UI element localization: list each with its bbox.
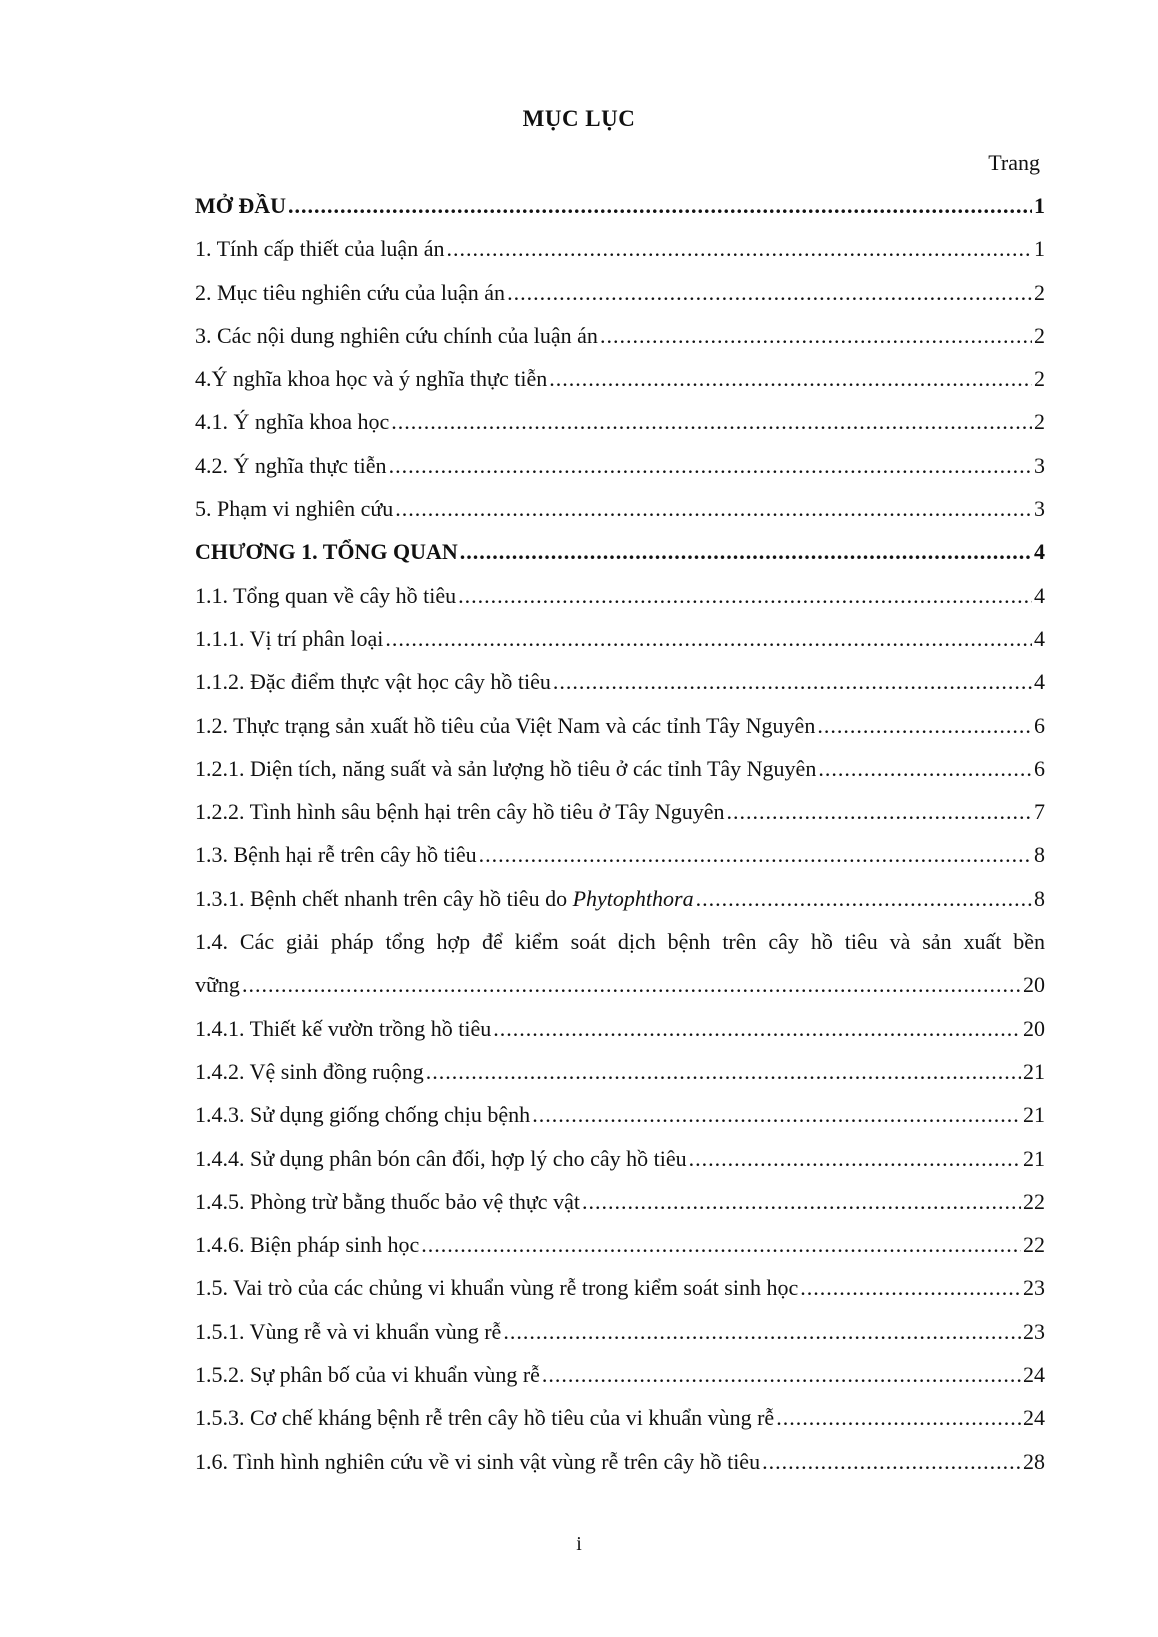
toc-entry-text: 1.3. Bệnh hại rễ trên cây hồ tiêu	[195, 842, 477, 868]
dot-leader	[542, 1362, 1021, 1388]
toc-entry-text: 1.5. Vai trò của các chủng vi khuẩn vùng rễ trong kiểm soát sinh học	[195, 1275, 799, 1301]
toc-entry-label	[195, 756, 816, 782]
toc-entry[interactable]	[195, 1016, 1045, 1059]
toc-entry-label-continuation: vững	[195, 972, 240, 998]
toc-entry-page: 3	[1034, 452, 1045, 478]
toc-entry-text: CHƯƠNG 1. TỔNG QUAN	[195, 539, 458, 565]
toc-entry[interactable]	[195, 1232, 1045, 1275]
toc-entry[interactable]	[195, 842, 1045, 885]
toc-entry[interactable]	[195, 1189, 1045, 1232]
toc-entry-text: 4.Ý nghĩa khoa học và ý nghĩa thực tiễn	[195, 366, 548, 392]
toc-entry-page: 21	[1023, 1145, 1045, 1171]
toc-entry-text: 1.5.3. Cơ chế kháng bệnh rễ trên cây hồ tiêu của vi khuẩn vùng rễ	[195, 1405, 775, 1431]
toc-entry-page: 24	[1023, 1362, 1045, 1388]
toc-entry[interactable]	[195, 1319, 1045, 1362]
dot-leader	[762, 1449, 1021, 1475]
dot-leader	[479, 842, 1032, 868]
toc-entry-page: 8	[1034, 842, 1045, 868]
dot-leader	[727, 799, 1032, 825]
toc-entry[interactable]	[195, 583, 1045, 626]
toc-heading: MỤC LỤC	[522, 106, 636, 131]
toc-entry-page: 22	[1023, 1188, 1045, 1214]
toc-entry-page: 20	[1023, 972, 1045, 998]
toc-entry-page: 6	[1034, 712, 1045, 738]
toc-entry-text: 3. Các nội dung nghiên cứu chính của luận án	[195, 322, 598, 348]
toc-entry-page: 2	[1034, 409, 1045, 435]
toc-entry-text: 2. Mục tiêu nghiên cứu của luận án	[195, 279, 506, 305]
toc-entry-page: 1	[1034, 236, 1045, 262]
toc-entry-page: 3	[1034, 496, 1045, 522]
toc-entry-label	[195, 886, 694, 912]
toc-entry[interactable]	[195, 1405, 1045, 1448]
toc-entry-label	[195, 1319, 501, 1345]
toc-entry-text: 1.5.1. Vùng rễ và vi khuẩn vùng rễ	[195, 1318, 502, 1344]
toc-entry-label	[195, 1016, 491, 1042]
toc-entry-label	[195, 1275, 798, 1301]
toc-entry-text: 1.3.1. Bệnh chết nhanh trên cây hồ tiêu do	[195, 885, 573, 911]
toc-entry-label	[195, 1146, 687, 1172]
toc-entry-label	[195, 193, 286, 219]
toc-entry-text: 1.4.3. Sử dụng giống chống chịu bệnh	[195, 1102, 531, 1128]
dot-leader	[389, 453, 1032, 479]
dot-leader	[600, 323, 1032, 349]
toc-entry-label	[195, 496, 393, 522]
toc-entry-page: 6	[1034, 755, 1045, 781]
dot-leader	[446, 236, 1032, 262]
toc-entry-page: 28	[1023, 1448, 1045, 1474]
dot-leader	[776, 1405, 1021, 1431]
dot-leader	[582, 1189, 1021, 1215]
toc-entry-label	[195, 453, 387, 479]
toc-entry-label: 1.4. Các giải pháp tổng hợp để kiểm soát dịch bệnh trên cây hồ tiêu và sản xuất bền	[195, 929, 1045, 955]
dot-leader	[553, 669, 1032, 695]
dot-leader	[817, 713, 1032, 739]
toc-entry-text: 1.4.4. Sử dụng phân bón cân đối, hợp lý cho cây hồ tiêu	[195, 1145, 687, 1171]
toc-entry-text: 1.2.2. Tình hình sâu bệnh hại trên cây hồ tiêu ở Tây Nguyên	[195, 799, 725, 825]
toc-entry-label	[195, 669, 551, 695]
toc-entry-text: 1.2. Thực trạng sản xuất hồ tiêu của Việt Nam và các tỉnh Tây Nguyên	[195, 712, 816, 738]
toc-entry-label	[195, 713, 815, 739]
toc-entry[interactable]	[195, 756, 1045, 799]
dot-leader	[395, 496, 1032, 522]
toc-entry-page: 20	[1023, 1015, 1045, 1041]
toc-entry-text: 1.4.6. Biện pháp sinh học	[195, 1232, 420, 1258]
dot-leader	[503, 1319, 1021, 1345]
toc-entry-page: 23	[1023, 1318, 1045, 1344]
toc-entry-label	[195, 583, 456, 609]
dot-leader	[385, 626, 1032, 652]
toc-entry-italic-term: Phytophthora	[572, 885, 694, 911]
toc-entry[interactable]	[195, 1362, 1045, 1405]
toc-entry[interactable]	[195, 626, 1045, 669]
toc-entry-page: 23	[1023, 1275, 1045, 1301]
toc-entry[interactable]	[195, 280, 1045, 323]
toc-entry[interactable]	[195, 1102, 1045, 1145]
dot-leader	[426, 1059, 1021, 1085]
toc-entry[interactable]	[195, 886, 1045, 929]
toc-entry-label	[195, 626, 383, 652]
dot-leader	[800, 1275, 1021, 1301]
toc-entry-label	[195, 1189, 580, 1215]
toc-entry-label	[195, 1449, 760, 1475]
dot-leader	[288, 193, 1032, 219]
toc-entry-text: 5. Phạm vi nghiên cứu	[195, 496, 394, 522]
toc-entry[interactable]	[195, 409, 1045, 452]
toc-entry[interactable]	[195, 1275, 1045, 1318]
toc-entry-text: 1.2.1. Diện tích, năng suất và sản lượng hồ tiêu ở các tỉnh Tây Nguyên	[195, 755, 817, 781]
toc-entry-label	[195, 539, 458, 565]
toc-entry-page: 21	[1023, 1058, 1045, 1084]
dot-leader	[493, 1016, 1021, 1042]
dot-leader	[818, 756, 1032, 782]
toc-entry-label	[195, 1059, 424, 1085]
toc-entry-label	[195, 280, 505, 306]
dot-leader	[242, 972, 1021, 998]
dot-leader	[460, 539, 1032, 565]
dot-leader	[696, 886, 1032, 912]
toc-entry-text: 1.1.2. Đặc điểm thực vật học cây hồ tiêu	[195, 669, 551, 695]
toc-entry[interactable]	[195, 539, 1045, 582]
toc-entry-label	[195, 1232, 419, 1258]
toc-entry[interactable]	[195, 713, 1045, 756]
toc-entry[interactable]	[195, 669, 1045, 712]
toc-entry-page: 24	[1023, 1405, 1045, 1431]
toc-entry[interactable]	[195, 193, 1045, 236]
footer-page-number: i	[576, 1533, 582, 1555]
toc-entry-page: 2	[1034, 279, 1045, 305]
dot-leader	[458, 583, 1032, 609]
toc-entry[interactable]	[195, 972, 1045, 1015]
toc-entry[interactable]	[195, 453, 1045, 496]
toc-entry-page: 4	[1034, 539, 1045, 565]
toc-entry-page: 22	[1023, 1232, 1045, 1258]
toc-entry[interactable]	[195, 366, 1045, 409]
toc-entry-text: 4.2. Ý nghĩa thực tiễn	[195, 452, 387, 478]
toc-entry-text: 1.5.2. Sự phân bố của vi khuẩn vùng rễ	[195, 1362, 540, 1388]
toc-entry-page: 2	[1034, 322, 1045, 348]
toc-entry-page: 4	[1034, 582, 1045, 608]
toc-entry-page: 1	[1034, 193, 1045, 218]
toc-entry-text: MỞ ĐẦU	[195, 193, 287, 218]
toc-entry-page: 8	[1034, 885, 1045, 911]
toc-entry-text: 1.1.1. Vị trí phân loại	[195, 625, 384, 651]
toc-entry-label	[195, 1362, 540, 1388]
toc-entry[interactable]	[195, 1146, 1045, 1189]
toc-entry-label	[195, 1405, 774, 1431]
toc-entry-page: 4	[1034, 625, 1045, 651]
toc-entry-label	[195, 236, 444, 262]
dot-leader	[421, 1232, 1021, 1258]
dot-leader	[507, 280, 1032, 306]
toc-entry[interactable]	[195, 1059, 1045, 1102]
toc-entry[interactable]	[195, 236, 1045, 279]
toc-entry-label	[195, 1102, 530, 1128]
toc-entry-page: 4	[1034, 669, 1045, 695]
toc-entry-text: 1. Tính cấp thiết của luận án	[195, 236, 445, 262]
toc-entry[interactable]	[195, 496, 1045, 539]
toc-entry-label	[195, 323, 598, 349]
toc-entry-text: 1.6. Tình hình nghiên cứu về vi sinh vật vùng rễ trên cây hồ tiêu	[195, 1448, 761, 1474]
toc-entry-label	[195, 366, 547, 392]
toc-entry-line[interactable]	[195, 929, 1045, 972]
toc-entry-text: 1.1. Tổng quan về cây hồ tiêu	[195, 582, 457, 608]
toc-entry-text: 1.4.2. Vệ sinh đồng ruộng	[195, 1058, 424, 1084]
toc-entry-page: 7	[1034, 799, 1045, 825]
toc-entry[interactable]	[195, 323, 1045, 366]
dot-leader	[689, 1146, 1021, 1172]
toc-entry-label	[195, 409, 389, 435]
dot-leader	[391, 409, 1032, 435]
toc-entry-page: 21	[1023, 1102, 1045, 1128]
toc-entry[interactable]	[195, 1449, 1045, 1492]
toc-entry-page: 2	[1034, 366, 1045, 392]
toc-entry-text: 1.4.1. Thiết kế vườn trồng hồ tiêu	[195, 1015, 492, 1041]
toc-entry-text: 1.4.5. Phòng trừ bằng thuốc bảo vệ thực vật	[195, 1188, 580, 1214]
toc-entry-text: 4.1. Ý nghĩa khoa học	[195, 409, 390, 435]
toc-entry[interactable]	[195, 799, 1045, 842]
dot-leader	[532, 1102, 1021, 1128]
page-column-label: Trang	[988, 150, 1040, 175]
dot-leader	[549, 366, 1032, 392]
toc-entry-label	[195, 799, 725, 825]
toc-entry-label	[195, 842, 477, 868]
table-of-contents	[195, 193, 1045, 1492]
